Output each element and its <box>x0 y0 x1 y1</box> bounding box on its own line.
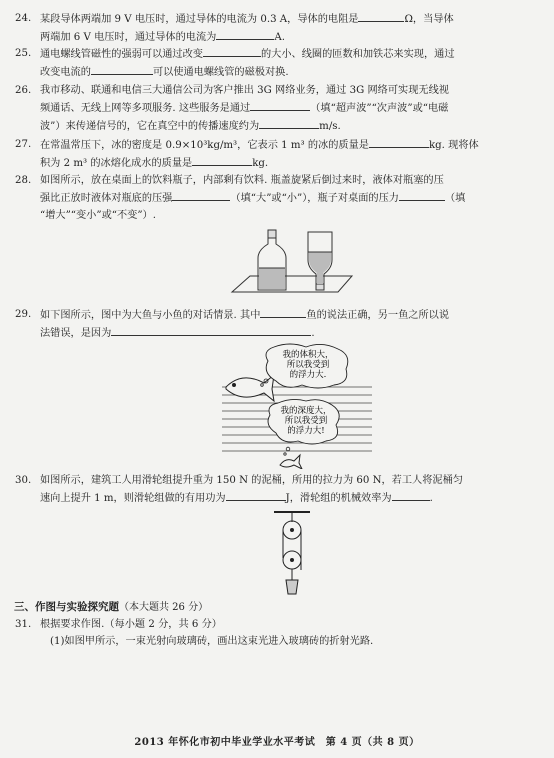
question-27: 27. 在常温常压下，冰的密度是 0.9×10³kg/m³，它表示 1 m³ 的冰的质量是 kg. 现将体 积为 2 m³ 的冰熔化成水的质量是 kg. <box>40 136 542 172</box>
question-31: 31. 根据要求作图.（每小题 2 分，共 6 分） (1)如图甲所示，一束光射向玻璃砖，画出这束光进入玻璃砖的折射光路. <box>40 616 542 650</box>
fish-dialogue-figure <box>222 343 372 469</box>
answer-blank[interactable] <box>91 63 153 75</box>
question-number: 31. <box>15 619 32 630</box>
answer-blank[interactable] <box>369 136 429 148</box>
mud-bucket <box>286 580 298 594</box>
question-number: 30. <box>15 475 32 486</box>
bottles-figure <box>228 222 378 302</box>
answer-blank[interactable] <box>226 489 286 501</box>
section-title: 三、作图与实验探究题（本大题共 26 分） <box>14 601 209 613</box>
question-25: 25. 通电螺线管磁性的强弱可以通过改变 的大小、线圈的匝数和加铁芯来实现，通过 改变电流的 可以使通电螺线管的磁极对换. <box>40 45 542 81</box>
question-26: 26. 我市移动、联通和电信三大通信公司为客户推出 3G 网络业务，通过 3G 网络可实现无线视 频通话、无线上网等多项服务. 这些服务是通过 （填“超声波”“次声波”或“电磁 波”）来传递信号的，它在真空中的传播速度约为 m/s. <box>40 82 542 135</box>
question-number: 29. <box>15 309 32 320</box>
bubble-line: 所以我受到 <box>284 416 328 426</box>
answer-blank[interactable] <box>216 28 274 40</box>
answer-blank[interactable] <box>259 117 319 129</box>
question-number: 27. <box>15 139 32 150</box>
bubble-line: 的浮力大. <box>289 370 327 380</box>
answer-blank[interactable] <box>260 306 306 318</box>
answer-blank[interactable] <box>111 324 311 336</box>
question-28: 28. 如图所示，放在桌面上的饮料瓶子，内部剩有饮料. 瓶盖旋紧后倒过来时，液体对瓶塞的压 强比正放时液体对瓶底的压强 （填“大”或“小”），瓶子对桌面的压力 （填 “增大”“变小”或“不变”）. <box>40 172 542 224</box>
answer-blank[interactable] <box>250 99 310 111</box>
question-number: 28. <box>15 175 32 186</box>
answer-blank[interactable] <box>203 45 261 57</box>
small-fish <box>280 455 302 469</box>
bubble-line: 所以我受到 <box>286 360 330 370</box>
question-number: 24. <box>15 13 32 24</box>
answer-blank[interactable] <box>392 489 430 501</box>
answer-blank[interactable] <box>358 10 404 22</box>
answer-blank[interactable] <box>192 154 252 166</box>
question-24: 24. 某段导体两端加 9 V 电压时，通过导体的电流为 0.3 A，导体的电阻是 Ω，当导体 两端加 6 V 电压时，通过导体的电流为 A. <box>40 10 542 46</box>
bubble-line: 我的深度大， <box>280 406 332 416</box>
question-number: 25. <box>15 48 32 59</box>
big-fish-bubble <box>261 344 348 388</box>
question-30: 30. 如图所示，建筑工人用滑轮组提升重为 150 N 的泥桶，所用的拉力为 60 N，若工人将泥桶匀 速向上提升 1 m，则滑轮组做的有用功为 J，滑轮组的机械效率为 . <box>40 472 542 507</box>
bubble-line: 我的体积大， <box>282 350 334 360</box>
answer-blank[interactable] <box>172 189 230 201</box>
bubble-line: 的浮力大! <box>287 426 325 436</box>
upright-bottle <box>258 230 286 290</box>
pulley-figure <box>272 508 312 598</box>
question-29: 29. 如下图所示，图中为大鱼与小鱼的对话情景. 其中 鱼的说法正确，另一鱼之所以说 法错误，是因为 . <box>40 306 542 342</box>
page-footer: 2013 年怀化市初中毕业学业水平考试 第 4 页（共 8 页） <box>134 737 420 748</box>
answer-blank[interactable] <box>399 189 445 201</box>
small-fish-bubble <box>268 399 339 455</box>
inverted-bottle <box>308 232 332 290</box>
question-number: 26. <box>15 85 32 96</box>
table-surface <box>232 276 352 292</box>
